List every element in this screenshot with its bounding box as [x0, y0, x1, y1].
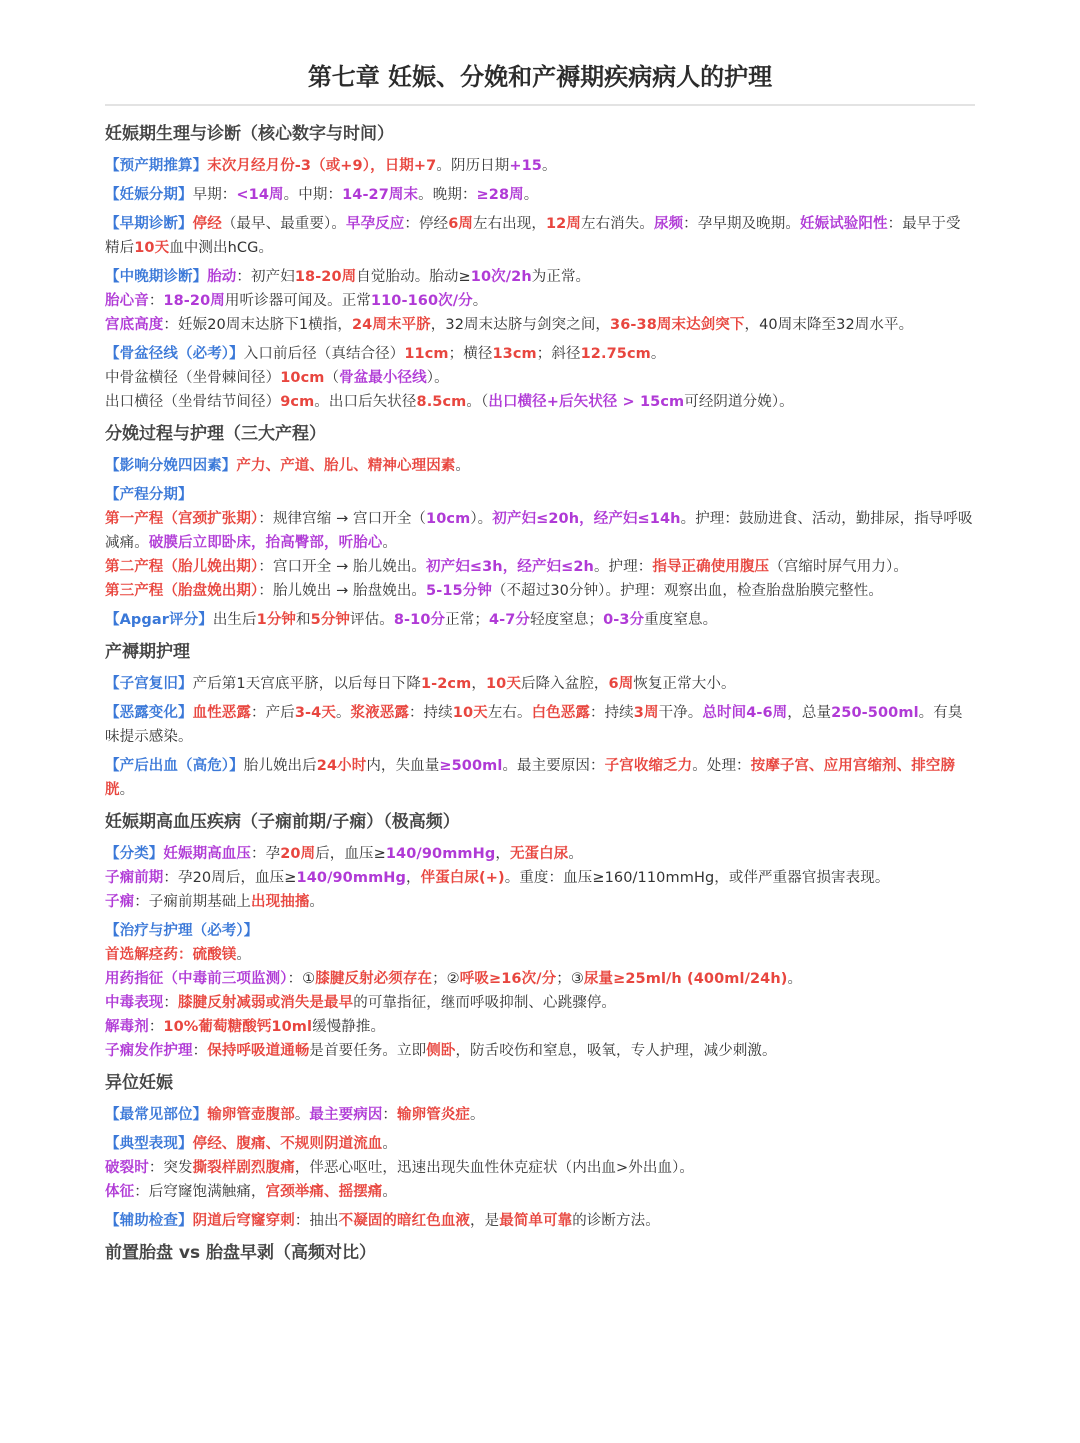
- body-text: ：: [148, 293, 164, 309]
- body-text: 评估。: [350, 612, 394, 628]
- key-point: 10次/2h: [470, 269, 532, 285]
- key-point: 妊娠试验阳性: [799, 216, 888, 232]
- body-text: 轻度窒息；: [530, 612, 604, 628]
- body-text: ，: [471, 676, 486, 692]
- body-text: 。重度：血压≥160/110mmHg，或伴严重器官损害表现。: [504, 870, 890, 886]
- body-text: ：初产妇: [236, 269, 295, 285]
- key-point: 10cm: [280, 370, 325, 386]
- key-point: 产力、产道、胎儿、精神心理因素: [236, 458, 456, 474]
- key-point: 子宫收缩乏力: [604, 758, 693, 774]
- key-point: <14周: [236, 187, 284, 203]
- body-text: ：最早于受精后: [105, 216, 961, 256]
- body-text: 用听诊器可闻及。正常: [224, 293, 371, 309]
- body-text: ：孕: [251, 846, 281, 862]
- key-point: 宫颈举痛、摇摆痛: [265, 1184, 383, 1200]
- body-text: 入口前后径（真结合径）: [243, 346, 405, 362]
- label-tag: 【中晚期诊断】: [105, 269, 208, 285]
- paragraph: [105, 1103, 975, 1127]
- section-heading: 产褥期护理: [105, 642, 190, 662]
- body-text: 。（: [466, 394, 489, 410]
- key-point: 末次月经月份-3（或+9），日期+7: [207, 158, 437, 174]
- paragraph: [105, 183, 975, 207]
- body-text: ，总量: [787, 705, 832, 721]
- key-point: 膝腱反射减弱或消失是最早: [178, 995, 354, 1011]
- paragraph: [105, 313, 975, 337]
- body-text: 出生后: [212, 612, 257, 628]
- key-point: 停经、腹痛、不规则阴道流血: [192, 1136, 383, 1152]
- key-point: 8.5cm: [416, 394, 467, 410]
- body-text: ：: [148, 1019, 164, 1035]
- key-point: ≥500ml: [439, 758, 503, 774]
- label-tag: 【产程分期】: [105, 487, 193, 503]
- key-point: 子痫: [105, 894, 135, 910]
- paragraph: [105, 943, 975, 967]
- body-text: （宫缩时屏气用力）。: [769, 559, 908, 575]
- paragraph: [105, 265, 975, 289]
- key-point: 第一产程（宫颈扩张期）: [105, 511, 259, 527]
- key-point: 10cm: [426, 511, 471, 527]
- body-text: 。: [523, 187, 539, 203]
- section: [105, 808, 975, 1063]
- key-point: 18-20周: [294, 269, 357, 285]
- body-text: ：①: [287, 971, 316, 987]
- body-text: （: [324, 370, 340, 386]
- body-text: ）。: [426, 370, 449, 386]
- key-point: 6周: [608, 676, 634, 692]
- key-point: 妊娠期高血压: [163, 846, 252, 862]
- key-point: 解毒剂: [105, 1019, 149, 1035]
- body-text: ，: [495, 846, 510, 862]
- label-tag: 【最常见部位】: [105, 1107, 208, 1123]
- key-point: 24周末平脐: [351, 317, 431, 333]
- key-point: 250-500ml: [831, 705, 919, 721]
- body-text: ；③: [556, 971, 584, 987]
- key-point: 第二产程（胎儿娩出期）: [105, 559, 259, 575]
- key-point: 5-15分钟: [426, 583, 492, 599]
- key-point: +15: [509, 158, 542, 174]
- key-point: 10天: [134, 240, 170, 256]
- key-point: 24小时: [316, 758, 367, 774]
- body-text: ；②: [432, 971, 460, 987]
- key-point: 子痫前期: [105, 870, 164, 886]
- body-text: 。晚期：: [418, 187, 477, 203]
- key-point: 用药指征（中毒前三项监测）: [105, 971, 288, 987]
- body-text: ：孕20周后，血压≥: [163, 870, 297, 886]
- body-text: 后，血压≥: [315, 846, 386, 862]
- body-text: ；斜径: [536, 346, 581, 362]
- paragraph: [105, 342, 975, 366]
- label-tag: 【子宫复旧】: [105, 676, 193, 692]
- key-point: 阴道后穹窿穿刺: [192, 1213, 295, 1229]
- key-point: 体征: [105, 1184, 135, 1200]
- body-text: ：胎儿娩出 → 胎盘娩出。: [258, 583, 427, 599]
- key-point: 初产妇≤3h，经产妇≤2h: [426, 559, 594, 575]
- key-point: 输卵管炎症: [397, 1107, 471, 1123]
- key-point: 110-160次/分: [370, 293, 473, 309]
- body-text: 。: [335, 705, 351, 721]
- body-text: ：后穹窿饱满触痛，: [134, 1184, 266, 1200]
- section-heading: 异位妊娠: [105, 1073, 173, 1093]
- key-point: 尿量≥25ml/h (400ml/24h): [583, 971, 788, 987]
- key-point: 18-20周: [163, 293, 225, 309]
- key-point: 140/90mmHg: [296, 870, 406, 886]
- body-text: ，32周末达脐与剑突之间，: [430, 317, 611, 333]
- body-text: 重度窒息。: [644, 612, 718, 628]
- key-point: 20周: [280, 846, 316, 862]
- body-text: 出口横径（坐骨结节间径）: [105, 394, 281, 410]
- key-point: 0-3分: [603, 612, 645, 628]
- body-text: ：持续: [589, 705, 634, 721]
- key-point: 血性恶露: [192, 705, 252, 721]
- key-point: 140/90mmHg: [385, 846, 496, 862]
- paragraph: [105, 1209, 975, 1233]
- body-text: ）。: [470, 511, 493, 527]
- section-heading: 妊娠期生理与诊断（核心数字与时间）: [105, 124, 394, 144]
- paragraph: [105, 608, 975, 632]
- paragraph: [105, 507, 975, 555]
- body-text: （不超过30分钟）。护理：观察出血，检查胎盘胎膜完整性。: [491, 583, 883, 599]
- paragraph: [105, 555, 975, 579]
- body-text: 。: [650, 346, 666, 362]
- key-point: 1分钟: [256, 612, 297, 628]
- key-point: 10%葡萄糖酸钙10ml: [163, 1019, 313, 1035]
- body-text: ：宫口开全 → 胎儿娩出。: [258, 559, 427, 575]
- key-point: 10天: [485, 676, 521, 692]
- key-point: 子痫发作护理: [105, 1043, 193, 1059]
- key-point: 指导正确使用腹压: [652, 559, 770, 575]
- body-text: 的诊断方法。: [572, 1213, 660, 1229]
- body-text: 恢复正常大小。: [633, 676, 736, 692]
- label-tag: 【骨盆径线（必考）】: [105, 346, 244, 362]
- section: [105, 420, 975, 632]
- key-point: 破膜后立即卧床，抬高臀部，听胎心: [148, 535, 383, 551]
- key-point: 1-2cm: [420, 676, 472, 692]
- key-point: 膝腱反射必须存在: [315, 971, 433, 987]
- key-point: 12.75cm: [580, 346, 651, 362]
- label-tag: 【产后出血（高危）】: [105, 758, 244, 774]
- key-point: 9cm: [280, 394, 315, 410]
- paragraph: [105, 289, 975, 313]
- paragraph: [105, 967, 975, 991]
- key-point: 输卵管壶腹部: [207, 1107, 295, 1123]
- key-point: 白色恶露: [531, 705, 590, 721]
- body-text: 产后第1天宫底平脐，以后每日下降: [192, 676, 421, 692]
- key-point: 撕裂样剧烈腹痛: [192, 1160, 295, 1176]
- body-text: 早期：: [192, 187, 237, 203]
- body-text: 左右。: [487, 705, 532, 721]
- body-text: ：规律宫缩 → 宫口开全（: [258, 511, 427, 527]
- key-point: 侧卧: [426, 1043, 456, 1059]
- key-point: 破裂时: [105, 1160, 149, 1176]
- key-point: 出现抽搐: [251, 894, 310, 910]
- label-tag: 【预产期推算】: [105, 158, 208, 174]
- paragraph: [105, 754, 975, 802]
- body-text: 。: [294, 1107, 310, 1123]
- body-text: ：抽出: [294, 1213, 339, 1229]
- key-point: 11cm: [404, 346, 449, 362]
- key-point: 初产妇≤20h，经产妇≤14h: [492, 511, 681, 527]
- body-text: 的可靠指征，继而呼吸抑制、心跳骤停。: [353, 995, 617, 1011]
- key-point: 3周: [633, 705, 659, 721]
- body-text: 。阴历日期: [436, 158, 510, 174]
- key-point: 中毒表现: [105, 995, 164, 1011]
- label-tag: 【典型表现】: [105, 1136, 193, 1152]
- key-point: 早孕反应: [345, 216, 405, 232]
- key-point: 停经: [192, 216, 222, 232]
- key-point: 无蛋白尿: [509, 846, 569, 862]
- body-text: 。: [119, 782, 135, 798]
- label-tag: 【分类】: [105, 846, 164, 862]
- body-text: ：: [163, 995, 179, 1011]
- paragraph: [105, 991, 975, 1015]
- key-point: 最简单可靠: [499, 1213, 573, 1229]
- paragraph: [105, 154, 975, 178]
- body-text: 内，失血量: [366, 758, 440, 774]
- label-tag: 【早期诊断】: [105, 216, 193, 232]
- paragraph: [105, 866, 975, 890]
- paragraph: [105, 483, 975, 507]
- key-point: 8-10分: [393, 612, 446, 628]
- key-point: 5分钟: [310, 612, 351, 628]
- key-point: 胎心音: [105, 293, 149, 309]
- key-point: 第三产程（胎盘娩出期）: [105, 583, 259, 599]
- body-text: ，40周末降至32周水平。: [744, 317, 914, 333]
- body-text: 。: [309, 894, 325, 910]
- body-text: 中骨盆横径（坐骨棘间径）: [105, 370, 281, 386]
- body-text: 。最主要原因：: [502, 758, 605, 774]
- body-text: ，防舌咬伤和窒息，吸氧，专人护理，减少刺激。: [455, 1043, 777, 1059]
- paragraph: [105, 1039, 975, 1063]
- label-tag: 【Apgar评分】: [105, 612, 213, 628]
- body-text: 。: [568, 846, 583, 862]
- section: [105, 1069, 975, 1233]
- key-point: 呼吸≥16次/分: [459, 971, 557, 987]
- body-text: 。护理：鼓励进食、活动，勤排尿，指导呼吸减痛。: [105, 511, 973, 551]
- body-text: ；横径: [448, 346, 493, 362]
- title-divider: [105, 104, 975, 106]
- key-point: 3-4天: [294, 705, 336, 721]
- paragraph: [105, 1132, 975, 1156]
- body-text: 。: [382, 535, 398, 551]
- body-text: 。: [455, 458, 471, 474]
- body-text: 正常；: [445, 612, 489, 628]
- paragraph: [105, 454, 975, 478]
- body-text: 可经阴道分娩）。: [684, 394, 794, 410]
- body-text: ，是: [470, 1213, 500, 1229]
- key-point: 6周: [448, 216, 473, 232]
- key-point: 10天: [452, 705, 488, 721]
- paragraph: [105, 579, 975, 603]
- key-point: 总时间4-6周: [702, 705, 788, 721]
- label-tag: 【恶露变化】: [105, 705, 193, 721]
- section: [105, 120, 975, 414]
- section: [105, 638, 975, 802]
- document-body: [105, 120, 975, 1267]
- section-heading: 分娩过程与护理（三大产程）: [105, 424, 326, 444]
- body-text: 。: [787, 971, 803, 987]
- body-text: 。: [382, 1184, 398, 1200]
- key-point: 36-38周末达剑突下: [610, 317, 745, 333]
- body-text: 。: [236, 947, 252, 963]
- body-text: 后降入盆腔，: [520, 676, 609, 692]
- key-point: 14-27周末: [342, 187, 419, 203]
- key-point: 胎动: [207, 269, 237, 285]
- key-point: 首选解痉药：硫酸镁: [105, 947, 237, 963]
- body-text: 。出口后矢状径: [314, 394, 417, 410]
- key-point: 最主要病因: [309, 1107, 383, 1123]
- key-point: 4-7分: [488, 612, 531, 628]
- key-point: 浆液恶露: [350, 705, 409, 721]
- paragraph: [105, 212, 975, 260]
- key-point: 按摩子宫、应用宫缩剂、排空膀胱: [105, 758, 956, 798]
- section: [105, 1239, 975, 1267]
- key-point: 不凝固的暗红色血液: [338, 1213, 471, 1229]
- paragraph: [105, 919, 975, 943]
- key-point: 骨盆最小径线: [339, 370, 427, 386]
- document-title: 第七章 妊娠、分娩和产褥期疾病病人的护理: [307, 63, 773, 91]
- body-text: 。处理：: [692, 758, 751, 774]
- body-text: 胎儿娩出后: [243, 758, 317, 774]
- body-text: 。中期：: [283, 187, 343, 203]
- key-point: 出口横径+后矢状径 > 15cm: [488, 394, 685, 410]
- key-point: 13cm: [492, 346, 537, 362]
- body-text: ：持续: [408, 705, 453, 721]
- body-text: 。: [382, 1136, 398, 1152]
- body-text: 和: [296, 612, 311, 628]
- body-text: ：产后: [251, 705, 295, 721]
- body-text: 。有臭味提示感染。: [105, 705, 963, 745]
- key-point: 尿频: [653, 216, 684, 232]
- paragraph: [105, 390, 975, 414]
- section-heading: 妊娠期高血压疾病（子痫前期/子痫）（极高频）: [105, 812, 460, 832]
- body-text: ：: [192, 1043, 208, 1059]
- body-text: 是首要任务。立即: [309, 1043, 427, 1059]
- body-text: ：妊娠20周末达脐下1横指，: [163, 317, 352, 333]
- paragraph: [105, 890, 975, 914]
- body-text: 。: [472, 293, 488, 309]
- paragraph: [105, 842, 975, 866]
- body-text: 干净。: [658, 705, 703, 721]
- paragraph: [105, 366, 975, 390]
- body-text: 缓慢静推。: [312, 1019, 386, 1035]
- key-point: 宫底高度: [105, 317, 164, 333]
- body-text: （最早、最重要）。: [221, 216, 346, 232]
- body-text: 自觉胎动。胎动≥: [356, 269, 471, 285]
- label-tag: 【影响分娩四因素】: [105, 458, 237, 474]
- body-text: 左右消失。: [580, 216, 654, 232]
- body-text: ：停经: [404, 216, 449, 232]
- paragraph: [105, 1015, 975, 1039]
- body-text: 。: [470, 1107, 485, 1123]
- paragraph: [105, 672, 975, 696]
- label-tag: 【妊娠分期】: [105, 187, 193, 203]
- label-tag: 【辅助检查】: [105, 1213, 193, 1229]
- body-text: 。护理：: [593, 559, 653, 575]
- body-text: 。: [541, 158, 557, 174]
- body-text: 血中测出hCG。: [169, 240, 274, 256]
- key-point: 保持呼吸道通畅: [207, 1043, 310, 1059]
- label-tag: 【治疗与护理（必考）】: [105, 923, 259, 939]
- body-text: ：突发: [148, 1160, 193, 1176]
- paragraph: [105, 701, 975, 749]
- key-point: 12周: [545, 216, 581, 232]
- body-text: ，伴恶心呕吐，迅速出现失血性休克症状（内出血>外出血）。: [294, 1160, 695, 1176]
- body-text: ，: [406, 870, 421, 886]
- body-text: ：孕早期及晚期。: [683, 216, 800, 232]
- body-text: 左右出现，: [472, 216, 546, 232]
- paragraph: [105, 1180, 975, 1204]
- key-point: ≥28周: [476, 187, 524, 203]
- section-heading: 前置胎盘 vs 胎盘早剥（高频对比）: [105, 1243, 377, 1263]
- body-text: ：子痫前期基础上: [134, 894, 252, 910]
- key-point: 伴蛋白尿(+): [420, 870, 505, 886]
- body-text: ：: [382, 1107, 398, 1123]
- body-text: 为正常。: [531, 269, 591, 285]
- paragraph: [105, 1156, 975, 1180]
